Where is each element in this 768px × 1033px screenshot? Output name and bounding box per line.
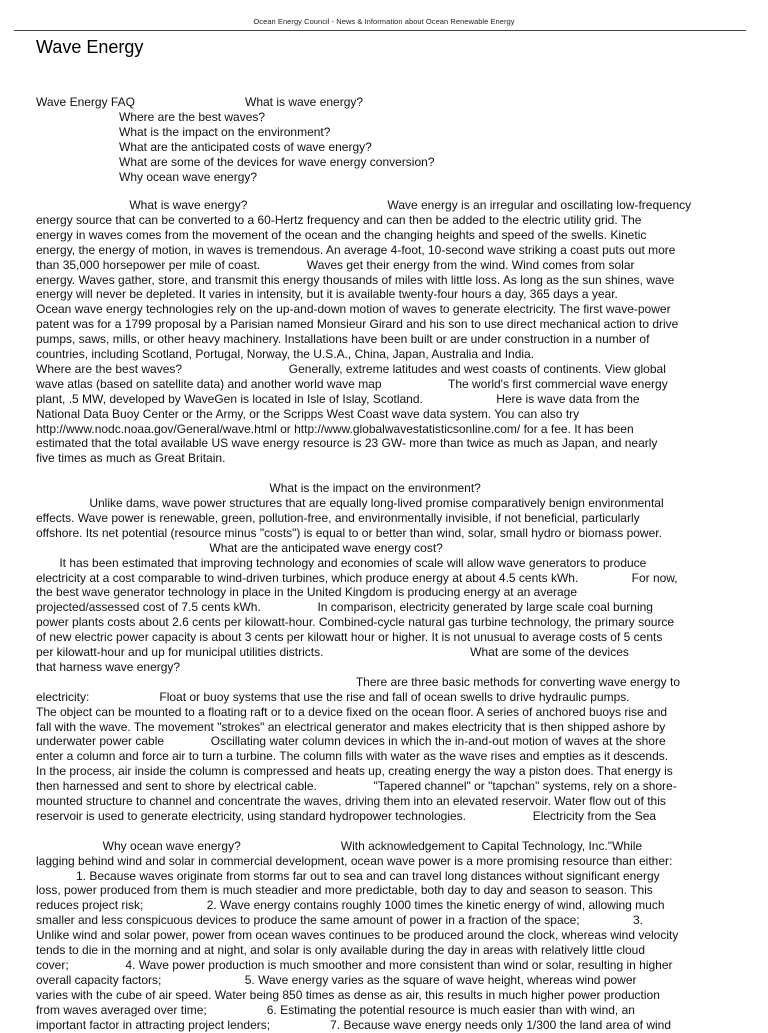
body-line: important factor in attracting project lenders; 7. Because wave energy needs only 1/300 the land area of wind: [36, 1017, 672, 1032]
body-line: energy, the energy of motion, in waves is tremendous. An average 4-foot, 10-second wave striking a coast puts out more: [36, 242, 676, 257]
faq-link-costs[interactable]: What are the anticipated costs of wave energy?: [119, 140, 372, 154]
body-line: plant, .5 MW, developed by WaveGen is located in Isle of Islay, Scotland. Here is wave data from the: [36, 391, 640, 406]
page-title: Wave Energy: [36, 37, 144, 57]
body-line: Ocean wave energy technologies rely on the up-and-down motion of waves to generate electricity. The first wave-power: [36, 302, 671, 317]
body-line: What is the impact on the environment?: [36, 481, 481, 496]
body-line: than 35,000 horsepower per mile of coast. Waves get their energy from the wind. Wind comes from solar: [36, 257, 635, 272]
body-line: In the process, air inside the column is compressed and heats up, creating energy the way a piston does. That energy is: [36, 764, 673, 779]
body-line: pumps, saws, mills, or other heavy machinery. Installations have been built or are under construction in a number of: [36, 332, 650, 347]
body-line: enter a column and force air to turn a turbine. The column fills with water as the wave rises and empties as it descends.: [36, 749, 669, 764]
faq-label[interactable]: Wave Energy FAQ: [36, 95, 135, 109]
body-line: energy in waves comes from the movement of the ocean and the changing heights and speed of the swells. Kinetic: [36, 227, 647, 242]
body-line: National Data Buoy Center or the Army, or the Scripps West Coast wave data system. You can also try: [36, 406, 580, 421]
faq-link-devices[interactable]: What are some of the devices for wave energy conversion?: [119, 155, 435, 169]
faq-link-best-waves[interactable]: Where are the best waves?: [119, 110, 266, 124]
body-line: reduces project risk; 2. Wave energy contains roughly 1000 times the kinetic energy of wind, allowing much: [36, 898, 665, 913]
body-line: energy source that can be converted to a 60-Hertz frequency and can then be added to the electric utility grid. The: [36, 212, 642, 227]
body-line: varies with the cube of air speed. Water being 850 times as dense as air, this results in much higher power production: [36, 987, 660, 1002]
header-rule: [14, 30, 746, 31]
body-line: Unlike wind and solar power, power from ocean waves continues to be produced around the clock, whereas wind velocity: [36, 928, 679, 943]
body-line: overall capacity factors; 5. Wave energy varies as the square of wave height, whereas wind power: [36, 972, 637, 987]
body-line: offshore. Its net potential (resource minus "costs") is equal to or better than wind, solar, small hydro or biomass power.: [36, 525, 662, 540]
body-line: 1. Because waves originate from storms far out to sea and can travel long distances without significant energy: [36, 868, 660, 883]
body-line: five times as much as Great Britain.: [36, 451, 226, 466]
body-line: fall with the wave. The movement "strokes" an electrical generator and makes electricity that is then shipped ashore by: [36, 719, 666, 734]
body-line: lagging behind wind and solar in commercial development, ocean wave power is a more promising resource than either:: [36, 853, 673, 868]
faq-link-environment[interactable]: What is the impact on the environment?: [119, 125, 331, 139]
body-line: effects. Wave power is renewable, green, pollution-free, and environmentally invisible, if not beneficial, particularly: [36, 510, 640, 525]
body-line: of new electric power capacity is about 3 cents per kilowatt hour or higher. It is not unusual to average costs of 5 cents: [36, 630, 663, 645]
body-line: What is wave energy? Wave energy is an irregular and oscillating low-frequency: [36, 198, 692, 212]
faq-link-why[interactable]: Why ocean wave energy?: [119, 170, 258, 184]
body-line: There are three basic methods for converting wave energy to: [36, 674, 681, 689]
body-line: estimated that the total available US wave energy resource is 23 GW- more than twice as much as Japan, and nearly: [36, 436, 658, 451]
body-line: energy will never be depleted. It varies in intensity, but it is available twenty-four hours a day, 365 days a year.: [36, 287, 618, 302]
body-line: loss, power produced from them is much steadier and more predictable, both day to day and season to season. This: [36, 883, 653, 898]
faq-link-what-is[interactable]: What is wave energy?: [245, 95, 364, 109]
site-header: Ocean Energy Council - News & Information about Ocean Renewable Energy: [253, 17, 515, 26]
body-line: tends to die in the morning and at night, and solar is only available during the day in areas with relatively little cloud: [36, 943, 646, 957]
body-line: electricity: Float or buoy systems that use the rise and fall of ocean swells to drive hydraulic pumps.: [36, 689, 630, 704]
body-line: The object can be mounted to a floating raft or to a device fixed on the ocean floor. A series of anchored buoys rise and: [36, 704, 668, 719]
body-line: that harness wave energy?: [36, 659, 181, 674]
body-line: patent was for a 1799 proposal by a Parisian named Monsieur Girard and his son to use direct mechanical action to drive: [36, 317, 679, 332]
body-line: countries, including Scotland, Portugal, Norway, the U.S.A., China, Japan, Australia and India.: [36, 347, 535, 361]
body-line: It has been estimated that improving technology and economies of scale will allow wave generators to produce: [36, 555, 647, 570]
body-line: Unlike dams, wave power structures that are equally long-lived promise comparatively benign environmental: [36, 496, 664, 510]
body-line: http://www.nodc.noaa.gov/General/wave.html or http://www.globalwavestatisticsonline.com/ for a fee. It has been: [36, 421, 634, 436]
body-line: underwater power cable Oscillating water column devices in which the in-and-out motion of waves at the shore: [36, 734, 666, 749]
body-line: smaller and less conspicuous devices to produce the same amount of power in a fraction of the space; 3.: [36, 913, 643, 928]
body-line: per kilowatt-hour and up for municipal utilities districts. What are some of the devices: [36, 645, 629, 659]
body-line: from waves averaged over time; 6. Estimating the potential resource is much easier than with wind, an: [36, 1002, 635, 1017]
body-line: projected/assessed cost of 7.5 cents kWh. In comparison, electricity generated by large scale coal burning: [36, 600, 653, 615]
body-line: then harnessed and sent to shore by electrical cable. "Tapered channel" or "tapchan" systems, rely on a shore-: [36, 779, 677, 794]
body-line: energy. Waves gather, store, and transmit this energy thousands of miles with little loss. As long as the sun shines, wave: [36, 272, 675, 287]
body-line: Why ocean wave energy? With acknowledgement to Capital Technology, Inc."While: [36, 838, 643, 853]
body-line: Where are the best waves? Generally, extreme latitudes and west coasts of continents. View global: [36, 361, 666, 376]
body-line: What are the anticipated wave energy cost?: [36, 540, 443, 555]
body-line: mounted structure to channel and concentrate the waves, driving them into an elevated reservoir. Water flow out of this: [36, 794, 666, 808]
body-line: cover; 4. Wave power production is much smoother and more consistent than wind or solar, resulting in higher: [36, 957, 673, 972]
body-line: wave atlas (based on satellite data) and another world wave map The world's first commercial wave energy: [36, 376, 668, 391]
body-line: electricity at a cost comparable to wind-driven turbines, which produce energy at about 4.5 cents kWh. For now,: [36, 570, 678, 585]
body-line: power plants costs about 2.6 cents per kilowatt-hour. Combined-cycle natural gas turbine technology, the primary source: [36, 615, 675, 630]
body-line: the best wave generator technology in place in the United Kingdom is producing energy at an average: [36, 585, 578, 600]
body-line: reservoir is used to generate electricity, using standard hydropower technologies. Electricity from the Sea: [36, 808, 657, 823]
